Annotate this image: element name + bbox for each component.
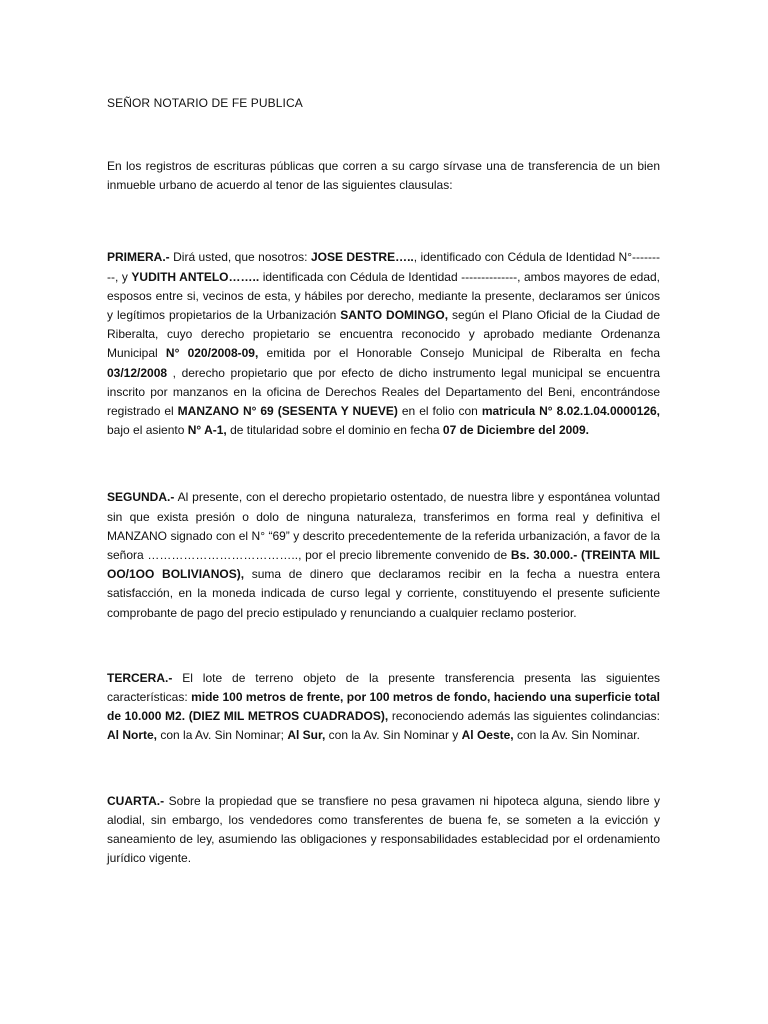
intro-paragraph: En los registros de escrituras públicas que corren a su cargo sírvase una de transferencia de un bien inmueble urbano de acuerdo al tenor de las siguientes clausulas: xyxy=(107,159,660,193)
clause-text: según el Plano Oficial de la Ciudad de Riberalta, cuyo derecho propietario se encuentra reconocido y aprobado mediante Ordenanza Municipal xyxy=(107,308,660,361)
clause-tercera xyxy=(107,669,660,746)
clause-text: El lote de terreno objeto de la presente transferencia presenta las siguientes características: xyxy=(107,670,660,705)
clause-emphasis: 03/12/2008 xyxy=(107,365,168,380)
clause-emphasis: matricula N° 8.02.1.04.0000126, xyxy=(481,404,661,419)
clause-emphasis: YUDITH ANTELO…….. xyxy=(131,269,260,284)
clause-text: , derecho propietario que por efecto de dicho instrumento legal municipal se encuentra inscrito por manzanos en la oficina de Derechos Reales del Departamento del Beni, encontrándose registrado el xyxy=(107,365,660,419)
clause-text: Sobre la propiedad que se transfiere no pesa gravamen ni hipoteca alguna, siendo libre y alodial, sin embargo, los vendedores como transferentes de buena fe, se someten a la evicción y saneamiento de ley, asumiendo las obligaciones y responsabilidades establecidad por el ordenamiento jurídico vigente. xyxy=(107,793,660,866)
clause-text: bajo el asiento xyxy=(107,423,188,438)
clause-cuarta xyxy=(107,792,660,869)
clause-text: suma de dinero que declaramos recibir en la fecha a nuestra entera satisfacción, en la moneda indicada de curso legal y corriente, constituyendo el presente suficiente comprobante de pago del precio estipulado y renunciando a cualquier reclamo posterior. xyxy=(107,567,660,620)
document-title: SEÑOR NOTARIO DE FE PUBLICA xyxy=(107,96,303,110)
clause-text: , identificado con Cédula de Identidad N°---------, y xyxy=(107,250,660,284)
clause-emphasis: N° A-1, xyxy=(187,423,227,438)
clause-text: Al presente, con el derecho propietario ostentado, de nuestra libre y espontánea voluntad sin que exista presión o dolo de ninguna naturaleza, transferimos en forma real y definitiva el MANZANO signado con el N° “69” y descrito precedentemente de la referida urbanización, a favor de la señora ……………………………….., por el precio libremente convenido de xyxy=(107,490,660,563)
clause-text: reconociendo además las siguientes colindancias: xyxy=(388,709,660,724)
clause-text: con la Av. Sin Nominar y xyxy=(325,728,462,743)
clause-emphasis: mide 100 metros de frente, por 100 metros de fondo, haciendo una superficie total de 10.000 M2. (DIEZ MIL METROS CUADRADOS), xyxy=(107,690,660,724)
clause-emphasis: N° 020/2008-09, xyxy=(165,346,259,361)
clause-emphasis: Al Norte, xyxy=(107,728,158,743)
clause-segunda xyxy=(107,488,660,622)
clause-emphasis: MANZANO N° 69 (SESENTA Y NUEVE) xyxy=(177,404,398,419)
clause-emphasis: Bs. 30.000.- (TREINTA MIL OO/1OO BOLIVIANOS), xyxy=(107,548,660,582)
clause-heading: CUARTA.- xyxy=(107,793,165,808)
clause-text: emitida por el Honorable Consejo Municipal de Riberalta en fecha xyxy=(258,346,660,361)
clause-text: de titularidad sobre el dominio en fecha xyxy=(226,423,443,438)
clause-text: identificada con Cédula de Identidad --------------, ambos mayores de edad, esposos entre si, vecinos de esta, y hábiles por derecho, mediante la presente, declaramos ser únicos y legítimos propietarios de la Urbanización xyxy=(107,269,661,323)
clause-heading: SEGUNDA.- xyxy=(107,490,175,505)
clause-text: Dirá usted, que nosotros: xyxy=(169,250,311,265)
clause-heading: TERCERA.- xyxy=(107,670,173,685)
clause-text: en el folio con xyxy=(397,404,482,419)
clause-text: con la Av. Sin Nominar. xyxy=(513,728,640,743)
clause-heading: PRIMERA.- xyxy=(107,250,170,265)
clause-primera xyxy=(107,248,660,440)
clause-emphasis: Al Oeste, xyxy=(461,728,514,743)
clause-emphasis: 07 de Diciembre del 2009. xyxy=(442,423,589,438)
clause-emphasis: Al Sur, xyxy=(287,728,326,743)
clause-emphasis: JOSE DESTRE….. xyxy=(310,250,414,265)
clause-emphasis: SANTO DOMINGO, xyxy=(340,308,449,323)
clause-text: con la Av. Sin Nominar; xyxy=(157,728,288,743)
